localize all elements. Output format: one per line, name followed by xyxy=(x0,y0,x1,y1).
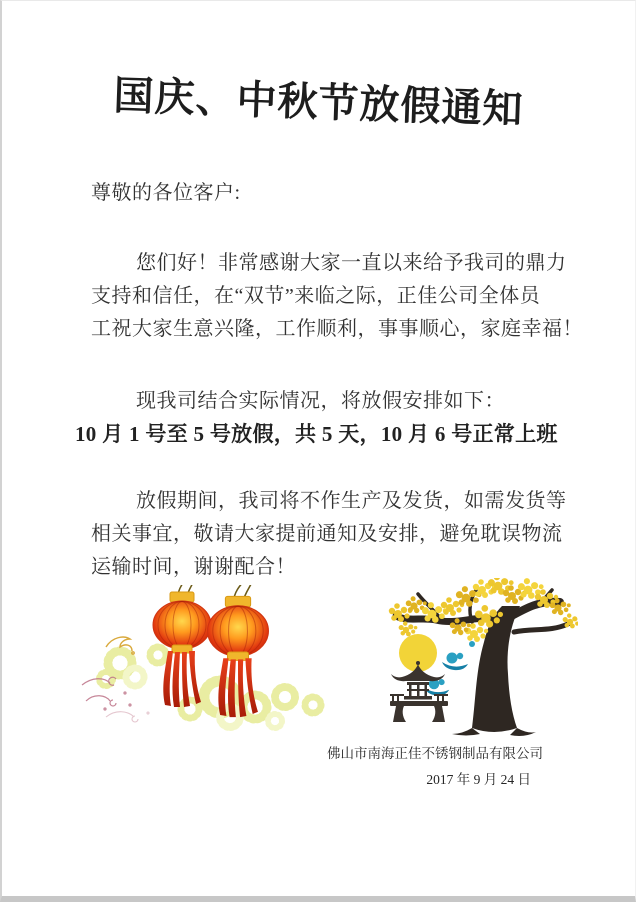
mid-autumn-illustration xyxy=(388,578,578,746)
company-name: 佛山市南海正佳不锈钢制品有限公司 xyxy=(327,746,543,761)
osmanthus-blossoms xyxy=(389,578,578,642)
greeting-line: 尊敬的各位客户: xyxy=(91,182,241,204)
notice-date: 2017 年 9 月 24 日 xyxy=(426,772,531,787)
pavilion xyxy=(390,661,448,722)
lanterns-illustration xyxy=(70,585,342,747)
paragraph-thanks-line3: 工祝大家生意兴隆，工作顺利，事事顺心，家庭幸福！ xyxy=(91,318,583,340)
holiday-dates-line: 10 月 1 号至 5 号放假，共 5 天，10 月 6 号正常上班 xyxy=(75,422,558,446)
paragraph-thanks xyxy=(91,247,583,346)
signature-block xyxy=(327,741,543,793)
paragraph-shipping-line3: 运输时间，谢谢配合！ xyxy=(91,556,296,578)
paragraph-thanks-line2: 支持和信任，在“双节”来临之际，正佳公司全体员 xyxy=(91,285,541,307)
paragraph-shipping xyxy=(91,485,567,584)
notice-body xyxy=(75,177,583,584)
paragraph-arrangement xyxy=(75,385,561,451)
paragraph-shipping-line2: 相关事宜，敬请大家提前通知及安排，避免耽误物流 xyxy=(91,523,563,545)
pink-swirls-faint xyxy=(106,712,149,722)
paragraph-thanks-line1: 您们好！非常感谢大家一直以来给予我司的鼎力 xyxy=(136,252,567,274)
page-title: 国庆、中秋节放假通知 xyxy=(112,72,525,133)
arrangement-intro-line: 现我司结合实际情况，将放假安排如下： xyxy=(136,390,505,412)
paragraph-shipping-line1: 放假期间，我司将不作生产及发货，如需发货等 xyxy=(136,490,567,512)
